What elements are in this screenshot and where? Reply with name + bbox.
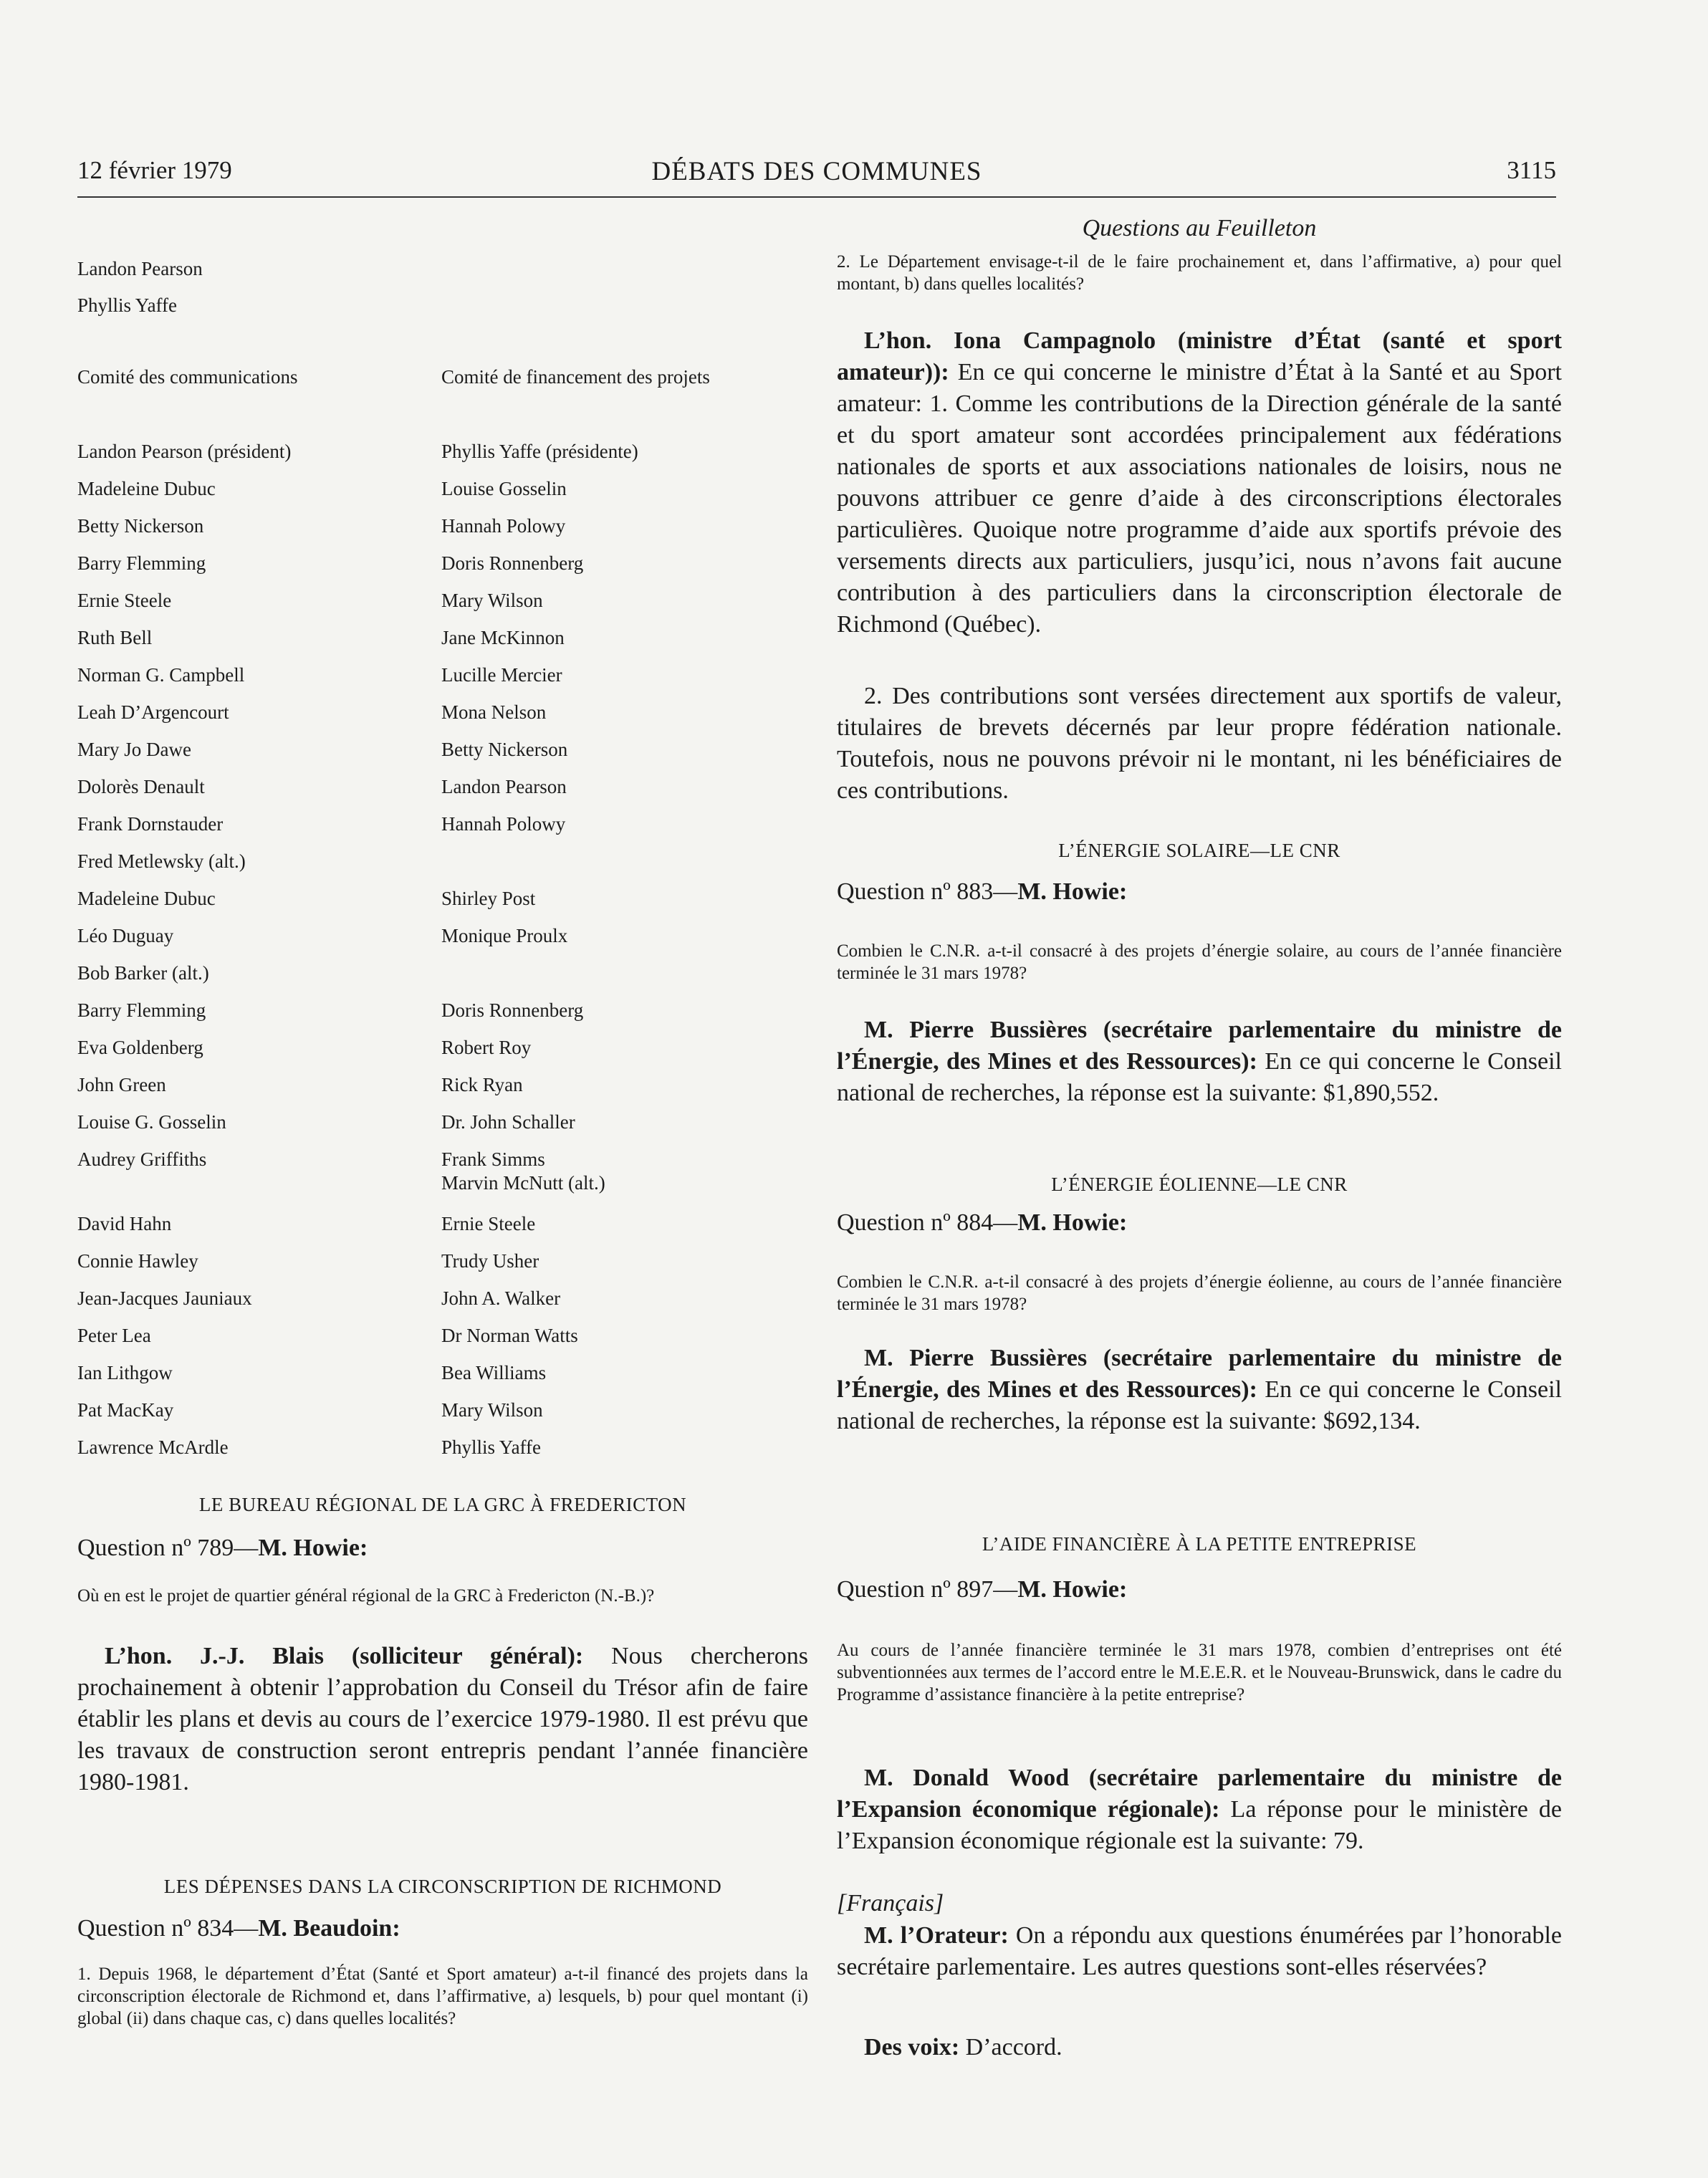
committee-member: Ruth Bell [77, 627, 153, 648]
committee-member: Lawrence McArdle [77, 1436, 229, 1458]
committee-member: Frank Dornstauder [77, 813, 224, 835]
committee-member: Phyllis Yaffe (présidente) [441, 441, 638, 462]
committee-member: Betty Nickerson [441, 739, 568, 760]
question-line: Question nº 897—M. Howie: [837, 1576, 1128, 1603]
committee-member: David Hahn [77, 1213, 172, 1234]
committee-member: Frank Simms [441, 1148, 545, 1170]
page-number: 3115 [1507, 156, 1556, 184]
committee-member: Madeleine Dubuc [77, 888, 216, 909]
name-entry: Landon Pearson [77, 258, 203, 279]
committee-member: Shirley Post [441, 888, 536, 909]
answer-paragraph: M. Donald Wood (secrétaire parlementaire du ministre de l’Expansion économique régionale): La réponse pour le ministère de l’Expansion économique régionale est la suivante: 79. [837, 1765, 1562, 1854]
committee-member: Trudy Usher [441, 1250, 539, 1272]
language-marker: [Français] [837, 1890, 944, 1916]
answer-paragraph: 2. Des contributions sont versées directement aux sportifs de valeur, titulaires de brevets décernés par leur propre fédération nationale. Toutefois, nous ne pouvons prévoir ni le montant, ni les bénéficiaires de ces contributions. [837, 683, 1562, 804]
committee-member: Louise Gosselin [441, 478, 567, 499]
speaker-paragraph: M. l’Orateur: On a répondu aux questions énumérées par l’honorable secrétaire parlementaire. Les autres questions sont-elles réservées? [837, 1922, 1562, 1980]
committee-member: Mary Jo Dawe [77, 739, 191, 760]
question-line: Question nº 789—M. Howie: [77, 1535, 368, 1561]
committee-member: Doris Ronnenberg [441, 552, 584, 574]
voices-paragraph: Des voix: D’accord. [864, 2034, 1062, 2061]
committee-member: Dolorès Denault [77, 776, 205, 797]
committee-member: Eva Goldenberg [77, 1037, 203, 1058]
committee-member: Bob Barker (alt.) [77, 962, 209, 984]
committee-header: Comité de financement des projets [441, 366, 710, 388]
committee-member: Jane McKinnon [441, 627, 565, 648]
question-text: Combien le C.N.R. a-t-il consacré à des projets d’énergie solaire, au cours de l’année financière terminée le 31 mars 1978? [837, 941, 1562, 983]
committee-member: Ernie Steele [77, 590, 172, 611]
page-header [77, 156, 1556, 198]
question-text: Au cours de l’année financière terminée le 31 mars 1978, combien d’entreprises ont été subventionnées aux termes de l’accord entre le M.E.E.R. et le Nouveau-Brunswick, dans le cadre du Programme d’assistance financière à la petite entreprise? [837, 1641, 1562, 1704]
committee-member: Audrey Griffiths [77, 1148, 207, 1170]
section-heading: L’ÉNERGIE SOLAIRE—LE CNR [1058, 840, 1340, 861]
header-title: DÉBATS DES COMMUNES [651, 157, 982, 186]
committee-member: Hannah Polowy [441, 515, 566, 537]
committee-member: Marvin McNutt (alt.) [441, 1172, 605, 1194]
committee-member: Hannah Polowy [441, 813, 566, 835]
question-text: Combien le C.N.R. a-t-il consacré à des projets d’énergie éolienne, au cours de l’année financière terminée le 31 mars 1978? [837, 1272, 1562, 1314]
committee-member: Barry Flemming [77, 999, 206, 1021]
section-title: Questions au Feuilleton [1082, 215, 1317, 241]
committee-member: Betty Nickerson [77, 515, 204, 537]
committee-member: Louise G. Gosselin [77, 1111, 226, 1133]
section-heading: LE BUREAU RÉGIONAL DE LA GRC À FREDERICTON [198, 1494, 687, 1515]
committee-member: Fred Metlewsky (alt.) [77, 850, 246, 872]
committee-member: Madeleine Dubuc [77, 478, 216, 499]
committee-member: Monique Proulx [441, 925, 568, 946]
committee-member: Bea Williams [441, 1362, 547, 1383]
answer-paragraph: L’hon. J.-J. Blais (solliciteur général): Nous chercherons prochainement à obtenir l’approbation du Conseil du Trésor afin de faire établir les plans et devis au cours de l’exercice 1979-1980. Il est prévu que les travaux de construction seront entrepris pendant l’année financière 1980-1981. [77, 1643, 808, 1795]
committee-member: Pat MacKay [77, 1399, 174, 1421]
committee-member: Lucille Mercier [441, 664, 562, 686]
question-text: 1. Depuis 1968, le département d’État (Santé et Sport amateur) a-t-il financé des projets dans la circonscription électorale de Richmond et, dans l’affirmative, a) lesquels, b) pour quel montant (i) global (ii) dans chaque cas, c) dans quelles localités? [77, 1964, 808, 2028]
committee-member: Phyllis Yaffe [441, 1436, 542, 1458]
question-text: Où en est le projet de quartier général régional de la GRC à Fredericton (N.-B.)? [77, 1586, 655, 1606]
committee-member: Robert Roy [441, 1037, 532, 1058]
question-line: Question nº 834—M. Beaudoin: [77, 1915, 400, 1942]
committee-member: Norman G. Campbell [77, 664, 245, 686]
section-heading: L’ÉNERGIE ÉOLIENNE—LE CNR [1051, 1174, 1348, 1195]
committee-member: Doris Ronnenberg [441, 999, 584, 1021]
section-heading: L’AIDE FINANCIÈRE À LA PETITE ENTREPRISE [982, 1533, 1417, 1555]
section-heading: LES DÉPENSES DANS LA CIRCONSCRIPTION DE RICHMOND [163, 1876, 722, 1897]
committee-member: Barry Flemming [77, 552, 206, 574]
question-line: Question nº 884—M. Howie: [837, 1209, 1128, 1236]
committee-member: Ernie Steele [441, 1213, 536, 1234]
committee-member: Mona Nelson [441, 701, 547, 723]
answer-paragraph: L’hon. Iona Campagnolo (ministre d’État (santé et sport amateur)): En ce qui concerne le ministre d’État à la Santé et au Sport amateur: 1. Comme les contributions de la Direction générale de la santé et du sport amateur sont accordées principalement aux fédérations nationales de sports et aux associations nationales de loisirs, nous ne pouvons attribuer ce genre d’aide à des circonscriptions électorales particulières. Quoique notre programme d’aide aux sportifs prévoie des versements directs aux particuliers, jusqu’ici, nous n’avons fait aucune contribution à des particuliers dans la circonscription électorale de Richmond (Québec). [837, 327, 1562, 638]
committee-member: Dr. John Schaller [441, 1111, 575, 1133]
committee-member: Mary Wilson [441, 1399, 543, 1421]
committee-member: Peter Lea [77, 1325, 151, 1346]
question-line: Question nº 883—M. Howie: [837, 878, 1128, 905]
committee-member: Rick Ryan [441, 1074, 523, 1095]
question-text: 2. Le Département envisage-t-il de le faire prochainement et, dans l’affirmative, a) pour quel montant, b) dans quelles localités? [837, 252, 1562, 294]
committee-member: Landon Pearson [441, 776, 567, 797]
committee-member: Léo Duguay [77, 925, 174, 946]
committee-member: Ian Lithgow [77, 1362, 173, 1383]
committee-member: John A. Walker [441, 1287, 561, 1309]
committee-header: Comité des communications [77, 366, 298, 388]
answer-paragraph: M. Pierre Bussières (secrétaire parlementaire du ministre de l’Énergie, des Mines et des Ressources): En ce qui concerne le Conseil national de recherches, la réponse est la suivante: $692,134. [837, 1345, 1562, 1434]
committee-member: John Green [77, 1074, 166, 1095]
committee-member: Connie Hawley [77, 1250, 198, 1272]
committee-member: Dr Norman Watts [441, 1325, 578, 1346]
answer-paragraph: M. Pierre Bussières (secrétaire parlementaire du ministre de l’Énergie, des Mines et des Ressources): En ce qui concerne le Conseil national de recherches, la réponse est la suivante: $1,890,552. [837, 1017, 1562, 1106]
committee-member: Landon Pearson (président) [77, 441, 292, 462]
committee-member: Jean-Jacques Jauniaux [77, 1287, 252, 1309]
committee-member: Mary Wilson [441, 590, 543, 611]
name-entry: Phyllis Yaffe [77, 294, 178, 316]
committee-member: Leah D’Argencourt [77, 701, 229, 723]
header-date: 12 février 1979 [77, 156, 232, 184]
